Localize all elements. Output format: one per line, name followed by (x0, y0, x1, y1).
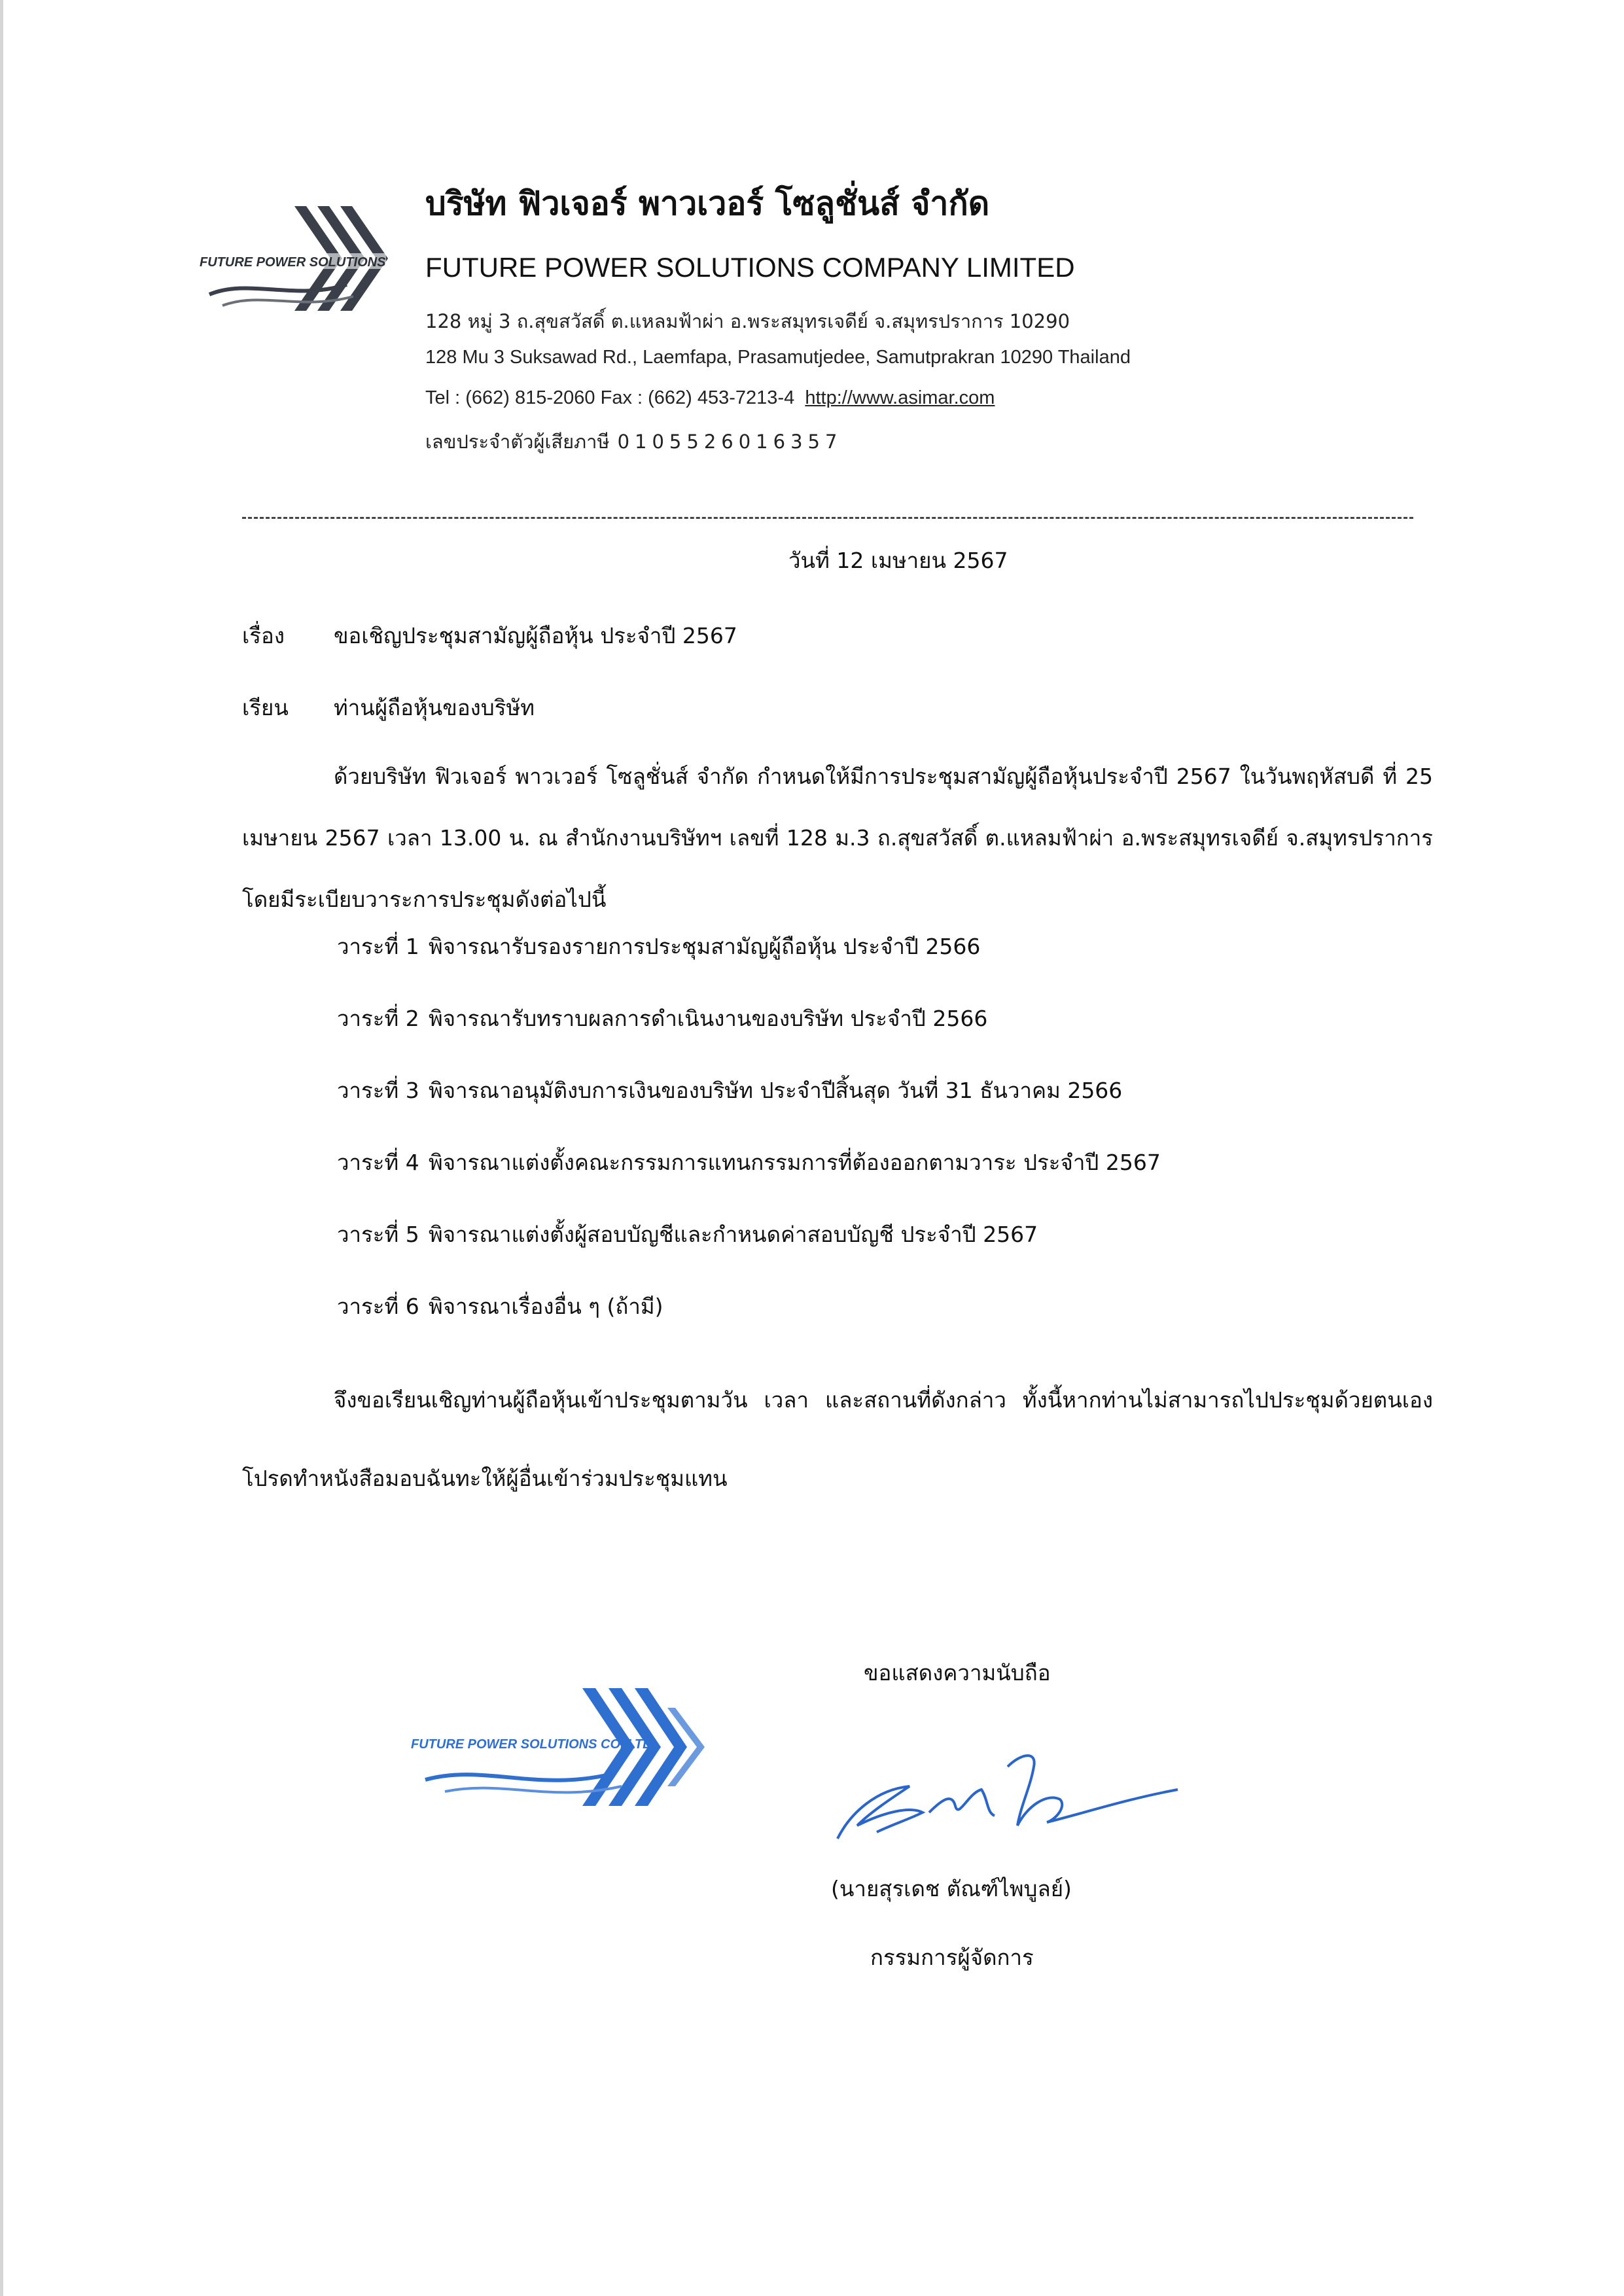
signer-title: กรรมการผู้จัดการ (870, 1945, 1034, 1970)
recipient-text: ท่านผู้ถือหุ้นของบริษัท (334, 695, 535, 720)
agenda-number: วาระที่ 5 (337, 1222, 419, 1247)
company-name-english: FUTURE POWER SOLUTIONS COMPANY LIMITED (425, 252, 1075, 283)
agenda-text: พิจารณารับทราบผลการดำเนินงานของบริษัท ประจำปี 2566 (429, 1006, 988, 1031)
website-link[interactable]: http://www.asimar.com (805, 387, 995, 408)
agenda-text: พิจารณาอนุมัติงบการเงินของบริษัท ประจำปีสิ้นสุด วันที่ 31 ธันวาคม 2566 (429, 1078, 1123, 1103)
closing-phrase: ขอแสดงความนับถือ (864, 1660, 1051, 1686)
agenda-text: พิจารณาแต่งตั้งคณะกรรมการแทนกรรมการที่ต้องออกตามวาระ ประจำปี 2567 (429, 1150, 1161, 1175)
agenda-text: พิจารณารับรองรายการประชุมสามัญผู้ถือหุ้น ประจำปี 2566 (429, 934, 981, 959)
address-english: 128 Mu 3 Suksawad Rd., Laemfapa, Prasamutjedee, Samutprakran 10290 Thailand (425, 347, 1131, 368)
agenda-number: วาระที่ 2 (337, 1006, 419, 1031)
tax-id-label: เลขประจำตัวผู้เสียภาษี (425, 431, 610, 453)
recipient-label: เรียน (242, 695, 289, 720)
tax-id-line (425, 427, 842, 457)
intro-paragraph: ด้วยบริษัท ฟิวเจอร์ พาวเวอร์ โซลูชั่นส์ จำกัด กำหนดให้มีการประชุมสามัญผู้ถือหุ้นประจำปี 2567 ในวันพฤหัสบดี ที่ 25 เมษายน 2567 เวลา 13.00 น. ณ สำนักงานบริษัทฯ เลขที่ 128 ม.3 ถ.สุขสวัสดิ์ ต.แหลมฟ้าผ่า อ.พระสมุทรเจดีย์ จ.สมุทรปราการ โดยมีระเบียบวาระการประชุมดังต่อไปนี้ (242, 764, 1433, 912)
contact-line (425, 387, 995, 409)
signature (811, 1727, 1217, 1858)
header-divider (242, 517, 1413, 519)
tax-id-number: 0105526016357 (617, 431, 843, 453)
agenda-item (337, 1289, 663, 1324)
agenda-number: วาระที่ 1 (337, 934, 419, 959)
company-name-thai: บริษัท ฟิวเจอร์ พาวเวอร์ โซลูชั่นส์ จำกัด (425, 185, 990, 222)
subject-text: ขอเชิญประชุมสามัญผู้ถือหุ้น ประจำปี 2567 (334, 623, 737, 648)
signer-name: (นายสุรเดช ตัณฑ์ไพบูลย์) (831, 1876, 1072, 1901)
stamp-text: FUTURE POWER SOLUTIONS CO.,LTD. (411, 1737, 656, 1752)
address-thai: 128 หมู่ 3 ถ.สุขสวัสดิ์ ต.แหลมฟ้าผ่า อ.พระสมุทรเจดีย์ จ.สมุทรปราการ 10290 (425, 310, 1070, 332)
agenda-text: พิจารณาแต่งตั้งผู้สอบบัญชีและกำหนดค่าสอบบัญชี ประจำปี 2567 (429, 1222, 1038, 1247)
agenda-item (337, 1217, 1038, 1252)
agenda-item (337, 929, 980, 964)
agenda-text: พิจารณาเรื่องอื่น ๆ (ถ้ามี) (429, 1294, 663, 1319)
subject-label: เรื่อง (242, 623, 285, 648)
agenda-item (337, 1073, 1122, 1108)
letter-date: วันที่ 12 เมษายน 2567 (788, 548, 1008, 573)
agenda-number: วาระที่ 3 (337, 1078, 419, 1103)
company-logo (196, 186, 399, 337)
agenda-number: วาระที่ 6 (337, 1294, 419, 1319)
agenda-item (337, 1145, 1161, 1180)
company-stamp (406, 1675, 746, 1826)
agenda-item (337, 1001, 987, 1036)
phone-fax: Tel : (662) 815-2060 Fax : (662) 453-7213-4 (425, 387, 795, 408)
page-edge-shadow (0, 0, 3, 2296)
logo-text: FUTURE POWER SOLUTIONS (200, 255, 386, 270)
agenda-number: วาระที่ 4 (337, 1150, 419, 1175)
invitation-paragraph: จึงขอเรียนเชิญท่านผู้ถือหุ้นเข้าประชุมตามวัน เวลา และสถานที่ดังกล่าว ทั้งนี้หากท่านไม่สามารถไปประชุมด้วยตนเอง โปรดทำหนังสือมอบฉันทะให้ผู้อื่นเข้าร่วมประชุมแทน (242, 1387, 1433, 1491)
